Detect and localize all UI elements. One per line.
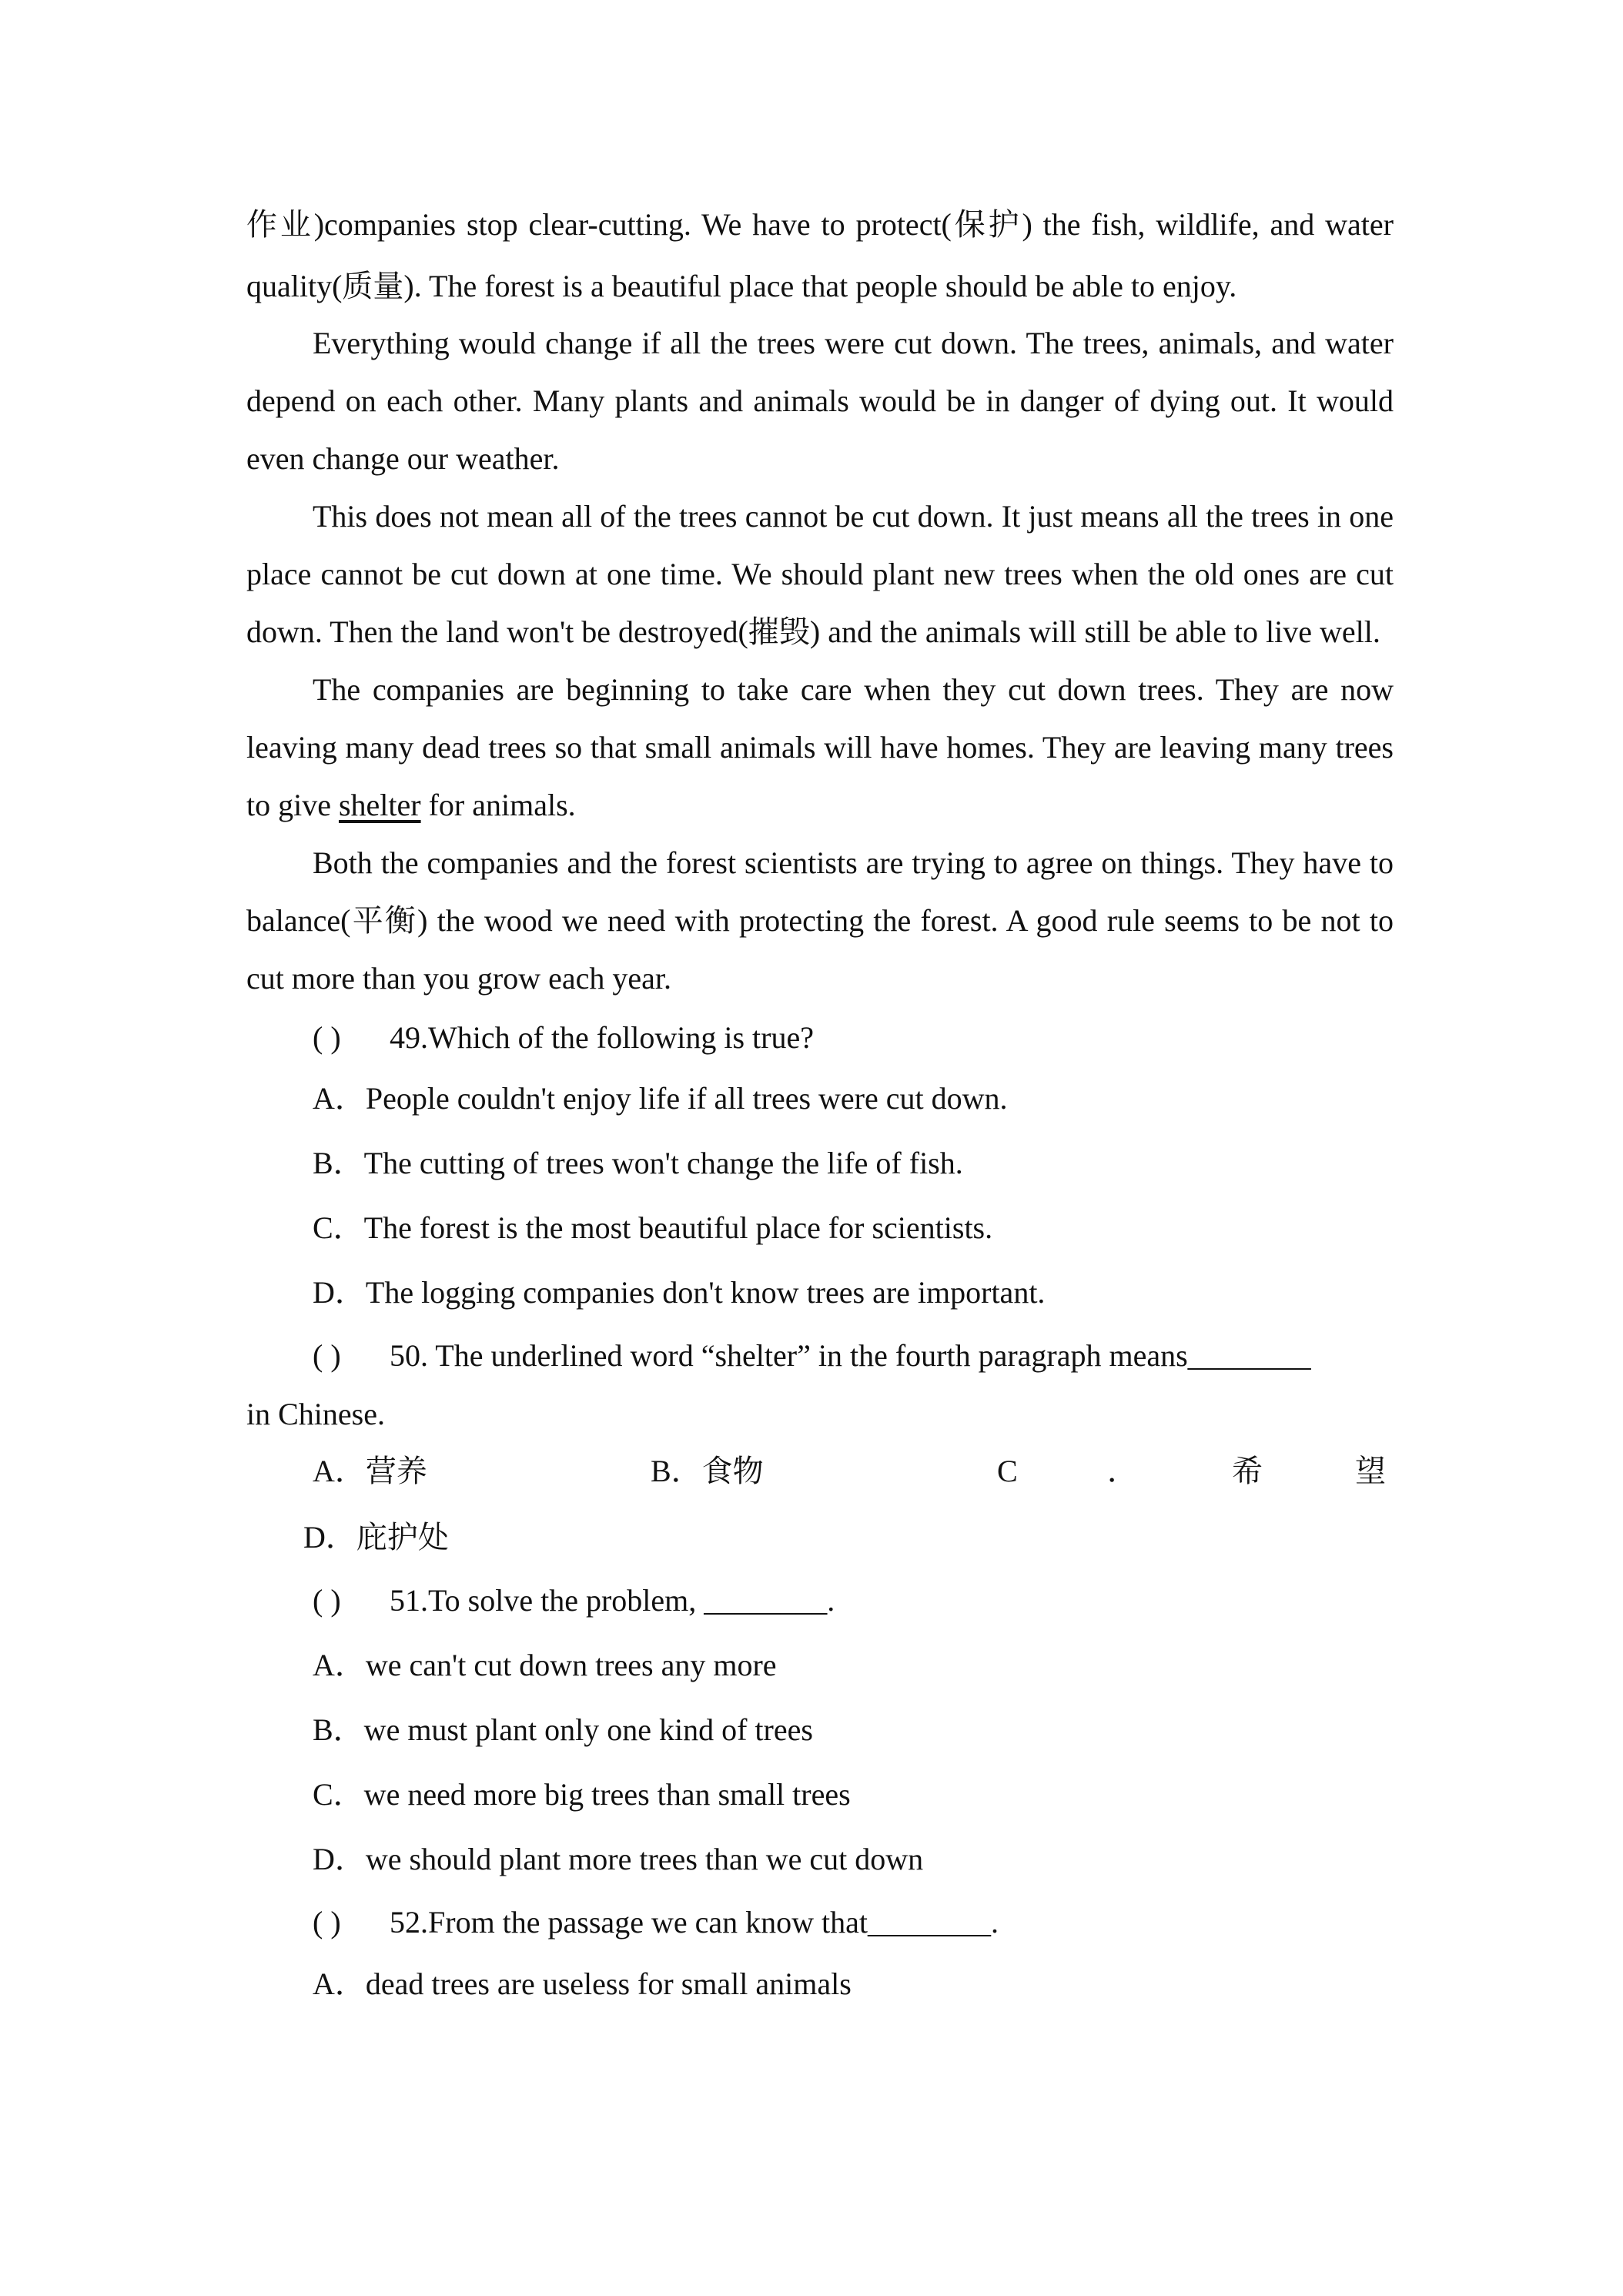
question-51 [246, 1568, 1394, 1633]
option-49-a: A．People couldn't enjoy life if all trees were cut down. [313, 1081, 1008, 1116]
paragraph-everything-would-change: Everything would change if all the trees were cut down. The trees, animals, and water depend on each other. Many plants and animals would be in danger of dying out. It would even change our weather. [246, 326, 1394, 476]
answer-blank[interactable]: ( ) [313, 1905, 341, 1940]
paragraph-text: The companies are beginning to take care when they cut down trees. They are now leaving many dead trees so that small animals will have homes. They are leaving many trees to give [246, 672, 1394, 822]
document-page [246, 194, 1394, 2015]
paragraph-companies-care [246, 661, 1394, 834]
question-52 [246, 1892, 1394, 1953]
question-stem: 51.To solve the problem, ________. [390, 1583, 835, 1618]
option-50-c-char1: 希 [1232, 1454, 1263, 1488]
question-49 [246, 1009, 1394, 1066]
paragraph-continued: 作业)companies stop clear-cutting. We have to protect(保护) the fish, wildlife, and water quality(质量). The forest is a beautiful place that people should be able to enjoy. [246, 207, 1394, 303]
question-stem: 50. The underlined word “shelter” in the fourth paragraph means________ [390, 1338, 1311, 1373]
question-stem: 49.Which of the following is true? [390, 1020, 814, 1055]
option-49-b: B．The cutting of trees won't change the life of fish. [313, 1146, 963, 1180]
option-51-b: B．we must plant only one kind of trees [313, 1712, 813, 1747]
paragraph-balance: Both the companies and the forest scientists are trying to agree on things. They have to balance(平衡) the wood we need with protecting the forest. A good rule seems to be not to cut more than you grow each year. [246, 845, 1394, 996]
option-50-c-dot: ． [1107, 1454, 1138, 1488]
question-50 [246, 1325, 1394, 1387]
option-50-c-letter: C [997, 1454, 1018, 1488]
option-51-a: A．we can't cut down trees any more [313, 1648, 777, 1682]
option-50-b: B．食物 [651, 1454, 764, 1488]
question-stem: 52.From the passage we can know that________. [390, 1905, 999, 1940]
option-51-d: D．we should plant more trees than we cut down [313, 1842, 924, 1876]
option-50-a: A．营养 [313, 1454, 427, 1488]
answer-blank[interactable]: ( ) [313, 1338, 341, 1373]
question-50-continued: in Chinese. [246, 1397, 385, 1431]
option-51-c: C．we need more big trees than small trees [313, 1777, 851, 1812]
option-52-a: A．dead trees are useless for small animals [313, 1966, 852, 2001]
answer-blank[interactable]: ( ) [313, 1020, 341, 1055]
paragraph-text: for animals. [420, 788, 576, 822]
options-50-row [246, 1442, 1394, 1507]
option-49-d: D．The logging companies don't know trees are important. [313, 1275, 1046, 1310]
paragraph-plant-new-trees: This does not mean all of the trees cannot be cut down. It just means all the trees in one place cannot be cut down at one time. We should plant new trees when the old ones are cut down. Then the land won't be destroyed(摧毁) and the animals will still be able to live well. [246, 499, 1394, 649]
answer-blank[interactable]: ( ) [313, 1583, 341, 1618]
underlined-word-shelter: shelter [338, 788, 421, 822]
option-49-c: C．The forest is the most beautiful place for scientists. [313, 1210, 993, 1245]
option-50-c-char2: 望 [1355, 1454, 1386, 1488]
option-50-d: D．庇护处 [303, 1520, 449, 1555]
